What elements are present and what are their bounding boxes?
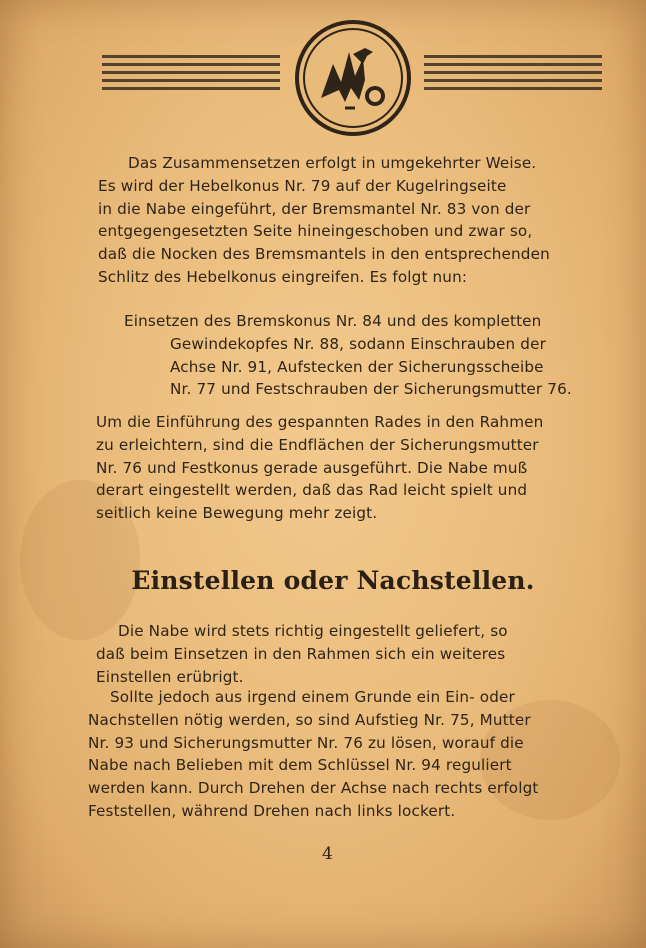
header-rule-right bbox=[424, 55, 602, 99]
paragraph-steps bbox=[124, 310, 572, 401]
text-line: Gewindekopfes Nr. 88, sodann Einschrauben der bbox=[170, 334, 546, 353]
paragraph-factory-adjusted bbox=[96, 620, 508, 688]
text-line: daß beim Einsetzen in den Rahmen sich ein weiteres bbox=[96, 644, 506, 663]
paragraph-installation bbox=[96, 411, 543, 525]
text-line: Sollte jedoch aus irgend einem Grunde ein Ein- oder bbox=[110, 688, 515, 706]
paragraph-assembly bbox=[98, 152, 550, 289]
text-line: Das Zusammensetzen erfolgt in umgekehrter Weise. bbox=[128, 154, 537, 172]
text-line: derart eingestellt werden, daß das Rad leicht spielt und bbox=[96, 481, 528, 500]
section-heading: Einstellen oder Nachstellen. bbox=[131, 566, 535, 595]
text-line: entgegengesetzten Seite hineingeschoben und zwar so, bbox=[98, 222, 533, 241]
text-line: Feststellen, während Drehen nach links lockert. bbox=[88, 801, 456, 820]
header-rule-left bbox=[102, 55, 280, 99]
text-line: Um die Einführung des gespannten Rades in den Rahmen bbox=[96, 413, 544, 431]
text-line: werden kann. Durch Drehen der Achse nach rechts erfolgt bbox=[88, 779, 539, 798]
text-line: daß die Nocken des Bremsmantels in den entsprechenden bbox=[98, 245, 550, 264]
page-number: 4 bbox=[322, 844, 333, 864]
text-line: Nr. 77 und Festschrauben der Sicherungsmutter 76. bbox=[170, 380, 572, 399]
text-line: Nabe nach Belieben mit dem Schlüssel Nr. 94 reguliert bbox=[88, 756, 512, 775]
paragraph-readjustment bbox=[88, 686, 539, 823]
text-line: Die Nabe wird stets richtig eingestellt geliefert, so bbox=[118, 622, 508, 640]
text-line: Nr. 93 und Sicherungsmutter Nr. 76 zu lösen, worauf die bbox=[88, 733, 524, 752]
text-line: Einstellen erübrigt. bbox=[96, 667, 244, 686]
text-line: Schlitz des Hebelkonus eingreifen. Es folgt nun: bbox=[98, 267, 468, 286]
text-line: Einsetzen des Bremskonus Nr. 84 und des kompletten bbox=[124, 312, 542, 330]
text-line: Es wird der Hebelkonus Nr. 79 auf der Kugelringseite bbox=[98, 176, 507, 195]
text-line: in die Nabe eingeführt, der Bremsmantel Nr. 83 von der bbox=[98, 199, 531, 218]
text-line: Nr. 76 und Festkonus gerade ausgeführt. Die Nabe muß bbox=[96, 458, 528, 477]
eagle-wheel-emblem-icon bbox=[293, 18, 413, 138]
text-line: Nachstellen nötig werden, so sind Aufstieg Nr. 75, Mutter bbox=[88, 710, 531, 729]
text-line: seitlich keine Bewegung mehr zeigt. bbox=[96, 504, 378, 523]
text-line: zu erleichtern, sind die Endflächen der Sicherungsmutter bbox=[96, 435, 539, 454]
text-line: Achse Nr. 91, Aufstecken der Sicherungsscheibe bbox=[170, 357, 544, 376]
